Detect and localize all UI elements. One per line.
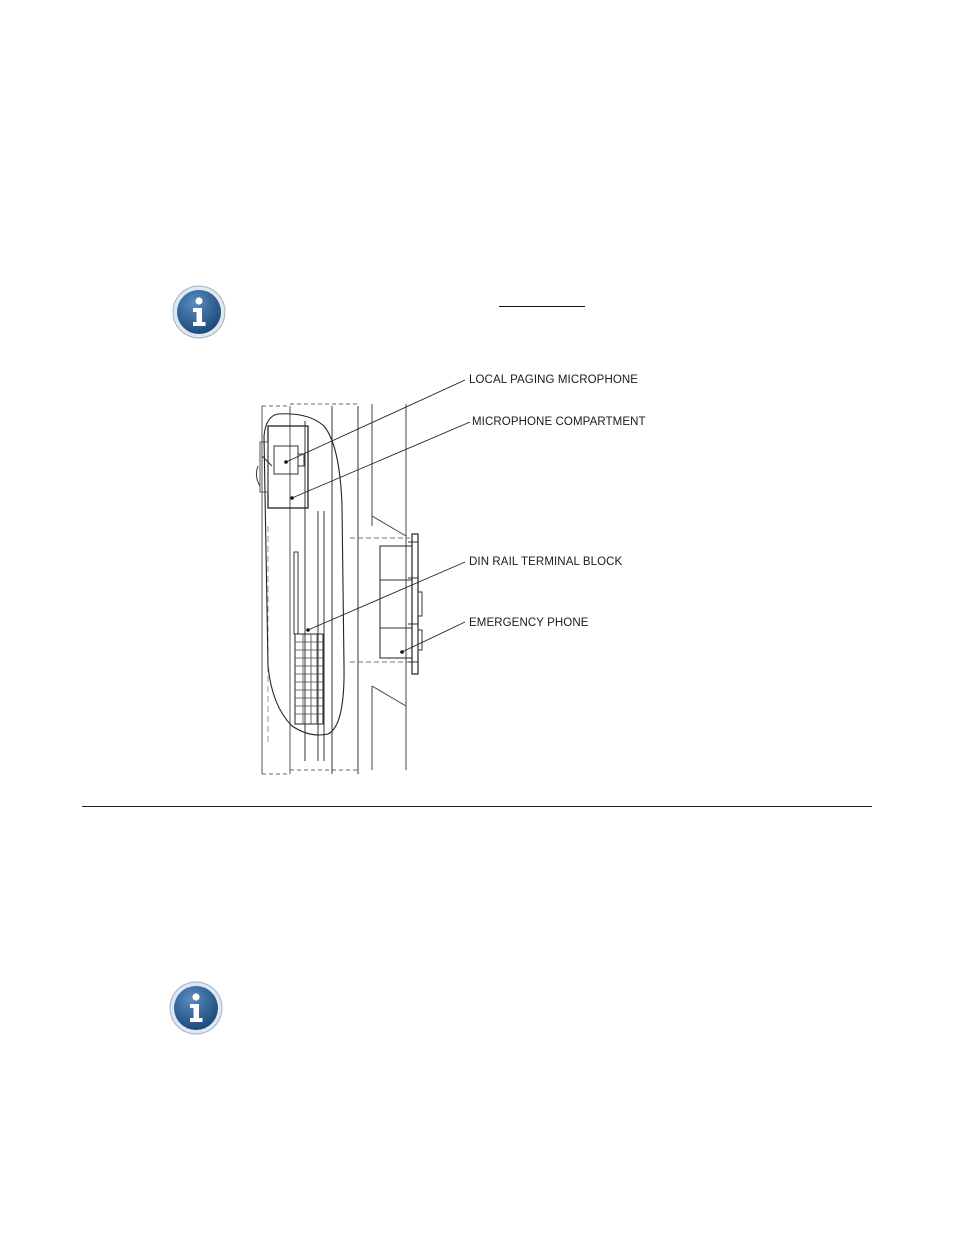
callout-emergency-phone: EMERGENCY PHONE	[469, 617, 589, 629]
underline-mark	[499, 306, 585, 307]
section-divider	[82, 806, 872, 807]
info-icon	[168, 980, 224, 1036]
info-icon	[171, 284, 227, 340]
technical-diagram	[250, 366, 650, 786]
callout-microphone-compartment: MICROPHONE COMPARTMENT	[472, 416, 646, 428]
callout-local-paging-microphone: LOCAL PAGING MICROPHONE	[469, 374, 639, 386]
callout-din-rail-terminal-block: DIN RAIL TERMINAL BLOCK	[469, 556, 623, 568]
